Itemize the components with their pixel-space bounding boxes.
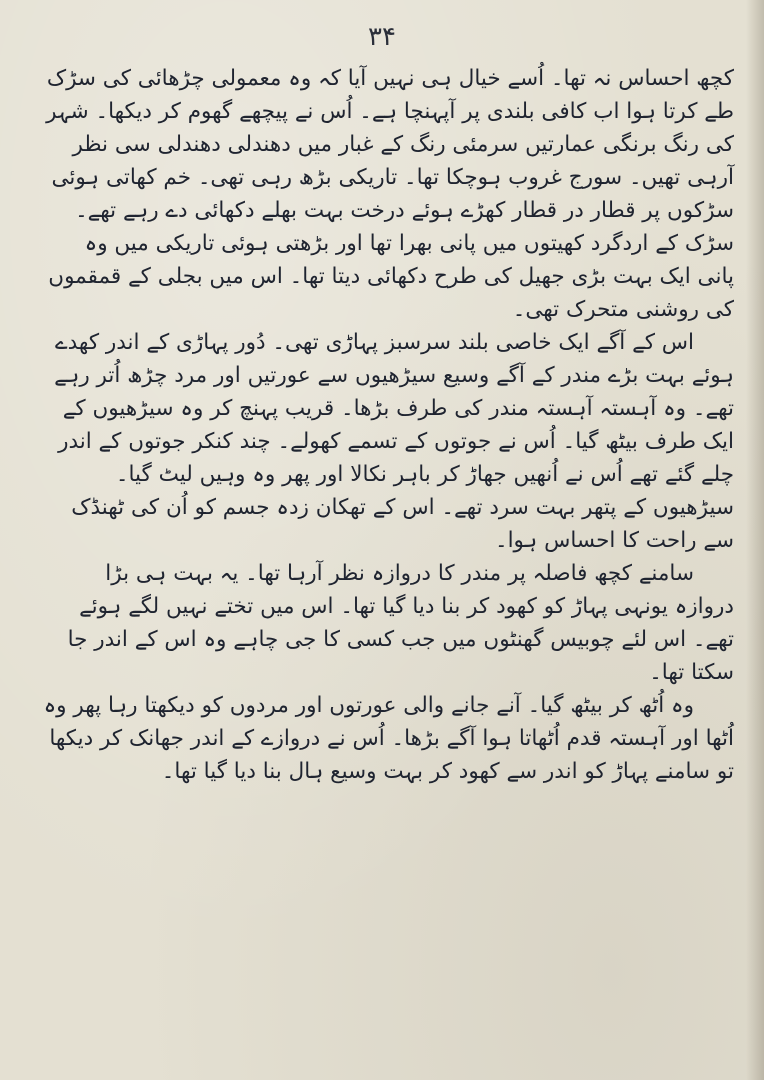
body-text xyxy=(42,62,734,788)
paragraph-4: وہ اُٹھ کر بیٹھ گیا۔ آنے جانے والی عورتوں اور مردوں کو دیکھتا رہا پھر وہ اُٹھا اور آہستہ قدم اُٹھاتا ہوا آگے بڑھا۔ اُس نے دروازے کے اندر جھانک کر دیکھا تو سامنے پہاڑ کو اندر سے کھود کر بہت وسیع ہال بنا دیا گیا تھا۔ xyxy=(43,693,734,784)
page-edge-shadow xyxy=(746,0,764,1080)
paragraph-3: سامنے کچھ فاصلہ پر مندر کا دروازہ نظر آرہا تھا۔ یہ بہت ہی بڑا دروازہ یونہی پہاڑ کو کھود کر بنا دیا گیا تھا۔ اس میں تختے نہیں لگے ہوئے تھے۔ اس لئے چوبیس گھنٹوں میں جب کسی کا جی چاہے وہ اس کے اندر جا سکتا تھا۔ xyxy=(67,561,734,685)
paragraph-1: کچھ احساس نہ تھا۔ اُسے خیال ہی نہیں آیا کہ وہ معمولی چڑھائی کی سڑک طے کرتا ہوا اب کافی بلندی پر آپہنچا ہے۔ اُس نے پیچھے گھوم کر دیکھا۔ شہر کی رنگ برنگی عمارتیں سرمئی رنگ کے غبار میں دھندلی دھندلی سی نظر آرہی تھیں۔ سورج غروب ہوچکا تھا۔ تاریکی بڑھ رہی تھی۔ خم کھاتی ہوئی سڑکوں پر قطار در قطار کھڑے ہوئے درخت بہت بھلے دکھائی دے رہے تھے۔ سڑک کے اردگرد کھیتوں میں پانی بھرا تھا اور بڑھتی ہوئی تاریکی میں وہ پانی ایک بہت بڑی جھیل کی طرح دکھائی دیتا تھا۔ اس میں بجلی کے قمقموں کی روشنی متحرک تھی۔ xyxy=(46,66,734,322)
paragraph-2: اس کے آگے ایک خاصی بلند سرسبز پہاڑی تھی۔ دُور پہاڑی کے اندر کھدے ہوئے بہت بڑے مندر کے آگے وسیع سیڑھیوں سے عورتیں اور مرد چڑھ اُتر رہے تھے۔ وہ آہستہ آہستہ مندر کی طرف بڑھا۔ قریب پہنچ کر وہ سیڑھیوں کے ایک طرف بیٹھ گیا۔ اُس نے جوتوں کے تسمے کھولے۔ چند کنکر جوتوں کے اندر چلے گئے تھے اُس نے اُنھیں جھاڑ کر باہر نکالا اور پھر وہ وہیں لیٹ گیا۔ سیڑھیوں کے پتھر بہت سرد تھے۔ اس کے تھکان زدہ جسم کو اُن کی ٹھنڈک سے راحت کا احساس ہوا۔ xyxy=(54,330,734,553)
page-number: ۳۴ xyxy=(368,22,396,52)
